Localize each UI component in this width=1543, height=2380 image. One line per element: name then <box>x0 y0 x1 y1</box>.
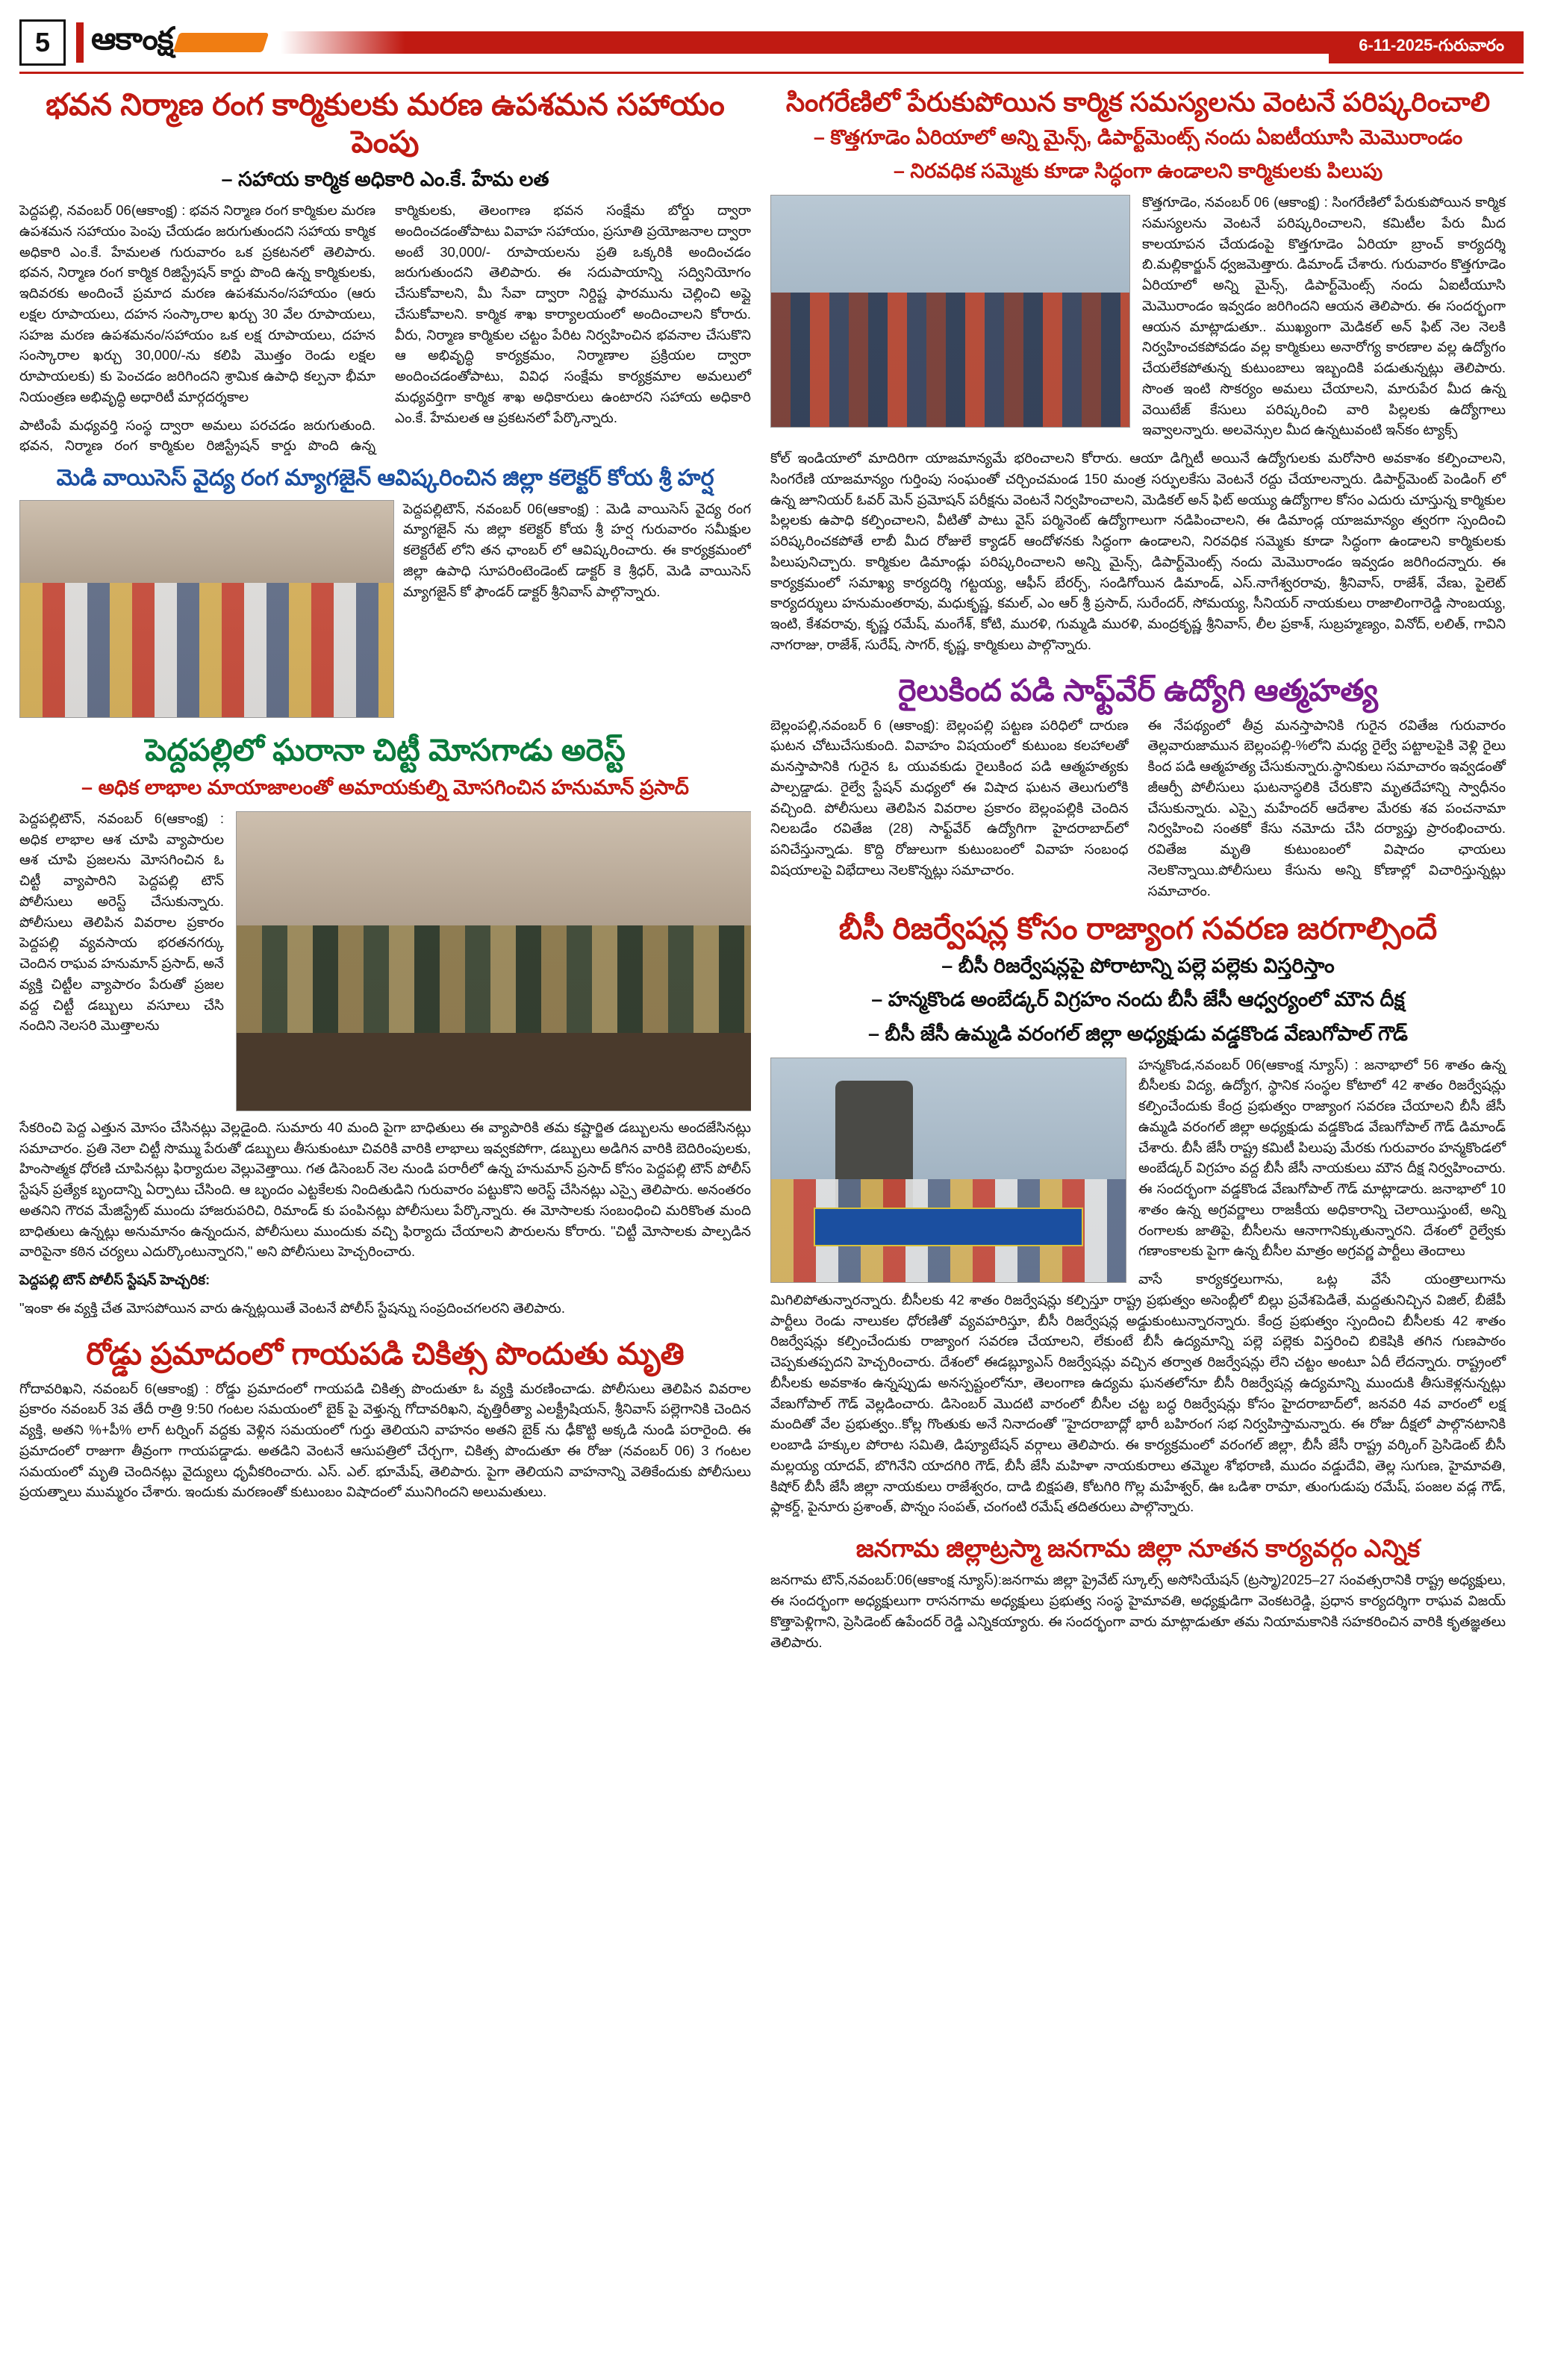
article-subhead: – బీసీ రిజర్వేషన్లపై పోరాటాన్ని పల్లె పల్లెకు విస్తరిస్తాం <box>941 955 1335 978</box>
article-headline: పెద్దపల్లిలో ఘరానా చిట్టీ మోసగాడు అరెస్ట్ <box>145 732 626 767</box>
article-singareni-labour-issues <box>770 86 1506 663</box>
article-headline: బీసీ రిజర్వేషన్ల కోసం రాజ్యాంగ సవరణ జరగాల్సిందే <box>838 911 1438 946</box>
article-subhead: – బీసీ జేసీ ఉమ్మడి వరంగల్ జిల్లా అధ్యక్షుడు వడ్డకొండ వేణుగోపాల్ గౌడ్ <box>868 1022 1408 1045</box>
article-paragraph: "ఇంకా ఈ వ్యక్తి చేత మోసపోయిన వారు ఉన్నట్లయితే వెంటనే పోలీస్ స్టేషన్ను సంప్రదించగలరని తెలిపారు. <box>19 1299 565 1316</box>
article-chit-fund-arrest <box>19 731 751 1326</box>
logo-bar-icon <box>76 22 84 63</box>
article-headline: భవన నిర్మాణ రంగ కార్మికులకు మరణ ఉపశమన సహాయం పెంపు <box>46 87 725 160</box>
article-photo <box>19 500 393 718</box>
edition-date: 6-11-2025-గురువారం <box>1329 31 1524 63</box>
article-headline: మెడి వాయిసెస్ వైద్య రంగ మ్యాగజైన్ ఆవిష్కరించిన జిల్లా కలెక్టర్ కోయ శ్రీ హర్ష <box>56 466 714 491</box>
article-headline: సింగరేణిలో పేరుకుపోయిన కార్మిక సమస్యలను వెంటనే పరిష్కరించాలి <box>785 87 1491 117</box>
logo-swoosh-icon <box>172 33 268 52</box>
article-paragraph: బెల్లంపల్లి,నవంబర్ 6 (ఆకాంక్ష): బెల్లంపల్లి పట్టణ పరిధిలో దారుణ ఘటన చోటుచేసుకుంది. వివాహం విషయంలో కుటుంబ కలహాలతో మనస్తాపానికి గురైన ఓ యువకుడు రైలుకింద పడి ఆత్మహత్యకు పాల్పడ్డాడు. రైల్వే స్టేషన్ మధ్యలో ఈ విషాద ఘటన తెలుగులోకి వచ్చింది. పోలీసులు తెలిపిన వివరాల ప్రకారం బెల్లంపల్లికి చెందిన నిలబడేం రవితేజ (28) సాఫ్ట్‌వేర్ ఉద్యోగిగా హైదరాబాద్‌లో పనిచేస్తున్నాడు. కొద్ది రోజులుగా కుటుంబంలో వివాహ సంబంధ విషయాలపై విభేదాలు నెలకొన్నట్లు సమాచారం. <box>770 716 1129 878</box>
article-paragraph: కొత్తగూడెం, నవంబర్ 06 (ఆకాంక్ష) : సింగరేణిలో పేరుకుపోయిన కార్మిక సమస్యలను వెంటనే పరిష్కరించాలని, కమిటీల పేరు మీద కాలయాపన చేయడంపై కొత్తగూడెం ఏరియా బ్రాంచ్ కార్యదర్శి బి.మల్లికార్జున్ ధ్వజమెత్తారు. డిమాండ్ చేశారు. గురువారం కొత్తగూడెం ఏరియాలో అన్ని మైన్స్, డిపార్ట్‌మెంట్స్ నందు ఏఐటీయూసి మెమొరాండం ఇవ్వడం జరిగిందని ఆయన తెలిపారు. ఈ సందర్భంగా ఆయన మాట్లాడుతూ.. ముఖ్యంగా మెడికల్ అన్ ఫిట్ నెల నెలకి నిర్వహించకపోవడం వల్ల కార్మికులు అనారోగ్య కారణాల వల్ల ఉద్యోగం చేయలేకపోతున్న కుటుంబాలు ఇబ్బందికి పడుతున్నట్లు తెలిపారు. సొంత ఇంటి సొకర్యం అమలు చేయాలని, మారుపేర మీద ఉన్న వెయిటేజ్ కేసులు పరిష్కరించి వారి పిల్లలకు ఉద్యోగాలు ఇవ్వాలన్నారు. అలవెన్సుల మీద ఉన్నటువంటి ఇన్‌కం ట్యాక్స్ <box>1142 194 1506 438</box>
article-paragraph: పెద్దపల్లిటౌన్, నవంబర్ 06(ఆకాంక్ష) : మెడి వాయిసెస్ వైద్య రంగ మ్యాగజైన్ ను జిల్లా కలెక్టర్ కోయ శ్రీ హర్ష గురువారం సమీక్షుల కలెక్టరేట్ లోని తన ఛాంబర్ లో ఆవిష్కరించారు. ఈ కార్యక్రమంలో జిల్లా ఉపాధి సూపరింటెండెంట్ డాక్టర్ కె శ్రీధర్, మెడి వాయిసెస్ మ్యాగజైన్ కో ఫౌండర్ డాక్టర్ శ్రీనివాస్ పాల్గొన్నారు. <box>403 500 751 599</box>
right-column <box>770 86 1506 1669</box>
article-paragraph: పాటింపే మధ్యవర్తి సంస్థ ద్వారా అమలు పరచడం జరుగుతుంది. భవన, నిర్మాణ రంగ కార్మికుల రిజిస్ట్రేషన్ కార్డు పొంది ఉన్న కార్మికులకు, తెలంగాణ భవన సంక్షేమ బోర్డు ద్వారా అందించడంతోపాటు వివాహ సహాయం, ప్రసూతి ప్రయోజనాల ద్వారా అంటే 30,000/- రూపాయలను ప్రతి ఒక్కరికి అందించడం జరుగుతుందని తెలిపారు. ఈ సదుపాయాన్ని సద్వినియోగం చేసుకోవాలని, మీ సేవా ద్వారా నిర్దిష్ట ఫారమును చెల్లించి అప్లై చేసుకోవాలని. కార్మిక శాఖ కార్యాలయంలో అందించాలని కోరారు. వీరు, నిర్మాణ కార్మికుల చట్టం పేరిట నిర్వహించిన భవనాల చేసుకొని ఆ అభివృద్ధి కార్యక్రమం, నిర్మాణాల ప్రక్రియల ద్వారా అందించడంతోపాటు, వివిధ సంక్షేమ కార్యక్రమాల అమలులో మధ్యవర్తిగా కార్మిక శాఖ అధికారులు ఉంటారని సహాయ అధికారి ఎం.కే. హేమలత ఆ ప్రకటనలో పేర్కొన్నారు. <box>19 202 751 454</box>
article-photo <box>770 1058 1125 1283</box>
paper-logo <box>76 21 266 65</box>
article-subhead: – నిరవధిక సమ్మెకు కూడా సిద్ధంగా ఉండాలని కార్మికులకు పిలుపు <box>893 160 1383 182</box>
article-subhead: – కొత్తగూడెం ఏరియాలో అన్ని మైన్స్, డిపార్ట్‌మెంట్స్ నందు ఏఐటీయూసి మెమొరాండం <box>813 125 1463 149</box>
article-subhead: – సహాయ కార్మిక అధికారి ఎం.కే. హేమ లత <box>221 168 549 191</box>
article-paragraph: వాసే కార్యకర్తలుగాను, ఒట్ల వేసే యంత్రాలుగాను మిగిలిపోతున్నారన్నారు. బీసీలకు 42 శాతం రిజర్వేషన్లు కల్పిస్తూ రాష్ట్ర ప్రభుత్వం అసెంబ్లీలో బిల్లు ప్రవేశపెడితే, మద్దతునిచ్చిన విజిల్, బీజేపీ పార్టీలు రెండు నాలుకల ధోరణితో వ్యవహరిస్తూ, బీసీ రిజర్వేషన్ల అడ్డుకుంటున్నారన్నారు. కేంద్ర ప్రభుత్వం స్పందించి బీసీలకు 42 శాతం రిజర్వేషన్లు కల్పించేందుకు రాజ్యాంగ సవరణ చేయాలని, లేకుంటే బీసీ ఉద్యమాన్ని పల్లె పల్లెకు విస్తరించి బికెషికి తగిన గుణపాఠం చెప్పకుతప్పదని హెచ్చరించారు. దేశంలో ఈడబ్ల్యూఎస్ రిజర్వేషన్లు వచ్చిన తర్వాత రిజర్వేషన్లు లేని చట్టం అంటూ ఏదీ లేదన్నారు. రాష్ట్రంలో బీసీలకు అవకాశం ఉన్నప్పుడు అనస్పష్టంలోనూ, తెలంగాణ ఉద్యమ ఘనతలోనూ బీసీ రిజర్వేషన్ల ఉద్యమాన్ని ముందుకి తీసుకెళ్లనున్నట్లు వేణుగోపాల్ గౌడ్ వెల్లడించారు. డిసెంబర్ మొదటి వారంలో బీసీల చట్ట బద్ధ రిజర్వేషన్లు కోసం హైదరాబాద్‌లో, జనవరి 4వ వారంలో లక్ష మందితో వేల ప్రభుత్వం..కోల్ల గొంతుకు అనే నినాదంతో "హైదరాబాద్లో భారీ బహిరంగ సభ నిర్వహిస్తామన్నారు. ఈ రోజు దీక్షలో పాల్గొనటానికి లంబాడి హక్కుల పోరాట సమితి, డిప్యూటేషన్ వర్గాలు తెలిపారు. ఈ కార్యక్రమంలో వరంగల్ జిల్లా, బీసీ జేసీ రాష్ట్ర వర్కింగ్ ప్రెసిడెంట్ బీసీ మల్లయ్య యాదవ్, బొగినేని యాదగిరి గౌడ్, బీసీ జేసీ మహిళా నాయకురాలు తమ్మెల శోభరాణి, ముదం వడ్డుదేవి, తెల్ల సుగుణ, హైమావతి, కిషోర్ బీసీ జేసీ జిల్లా నాయకులు రాజేశ్వరం, దాడి బిక్షపతి, కోటగిరి గొల్ల మహేశ్వర్, ఊ ఒడిశా రామా, తుంగుడుపు రమేష్, పంజల వడ్ల గౌడ్, ఫ్లాకర్డ్, పైనూరు ప్రశాంత్, పొన్నం సంపత్, చంగంటి రమేష్ తదితరులు పాల్గొన్నారు. <box>770 1271 1506 1515</box>
article-medivoices-magazine <box>19 465 751 722</box>
article-headline: రోడ్డు ప్రమాదంలో గాయపడి చికిత్స పొందుతు మృతి <box>86 1336 685 1371</box>
masthead <box>19 13 1524 74</box>
article-road-accident-death <box>19 1335 751 1511</box>
article-paragraph: జనగామ టౌన్,నవంబర్:06(ఆకాంక్ష న్యూస్):జనగామ జిల్లా ప్రైవేట్ స్కూల్స్ అసోసియేషన్ (ట్రస్మా)2025–27 సంవత్సరానికి రాష్ట్ర అధ్యక్షులు, ఈ సందర్భంగా అధ్యక్షులుగా రాసనగామ అధ్యక్షులు ప్రభుత్వ సంస్థ హైమావతి, అధ్యక్షుడిగా వెంకటరెడ్డి, ప్రధాన కార్యదర్శిగా రాఘవ విజయ్ కొత్తాపెళ్లిగాని, ప్రెసిడెంట్ ఉపేందర్ రెడ్డి ఎన్నికయ్యారు. ఈ సందర్భంగా వారు మాట్లాడుతూ తమ నియామకానికి సహకరించిన వారికి కృతజ్ఞతలు తెలిపారు. <box>770 1572 1506 1650</box>
page-number: 5 <box>19 19 66 66</box>
article-photo <box>770 195 1129 428</box>
article-paragraph: పెద్దపల్లి, నవంబర్ 06(ఆకాంక్ష) : భవన నిర్మాణ రంగ కార్మికుల మరణ ఉపశమన సహాయం పెంపు చేయడం జరుగుతుందని సహాయ కార్మిక అధికారి ఎం.కే. హేమలత గురువారం ఒక ప్రకటనలో తెలిపారు. భవన, నిర్మాణ రంగ కార్మిక రిజిస్ట్రేషన్ కార్డు పొంది ఉన్న కార్మికులకు, ఇదివరకు అందించే ప్రమాద మరణ ఉపశమనం/సహాయం (ఆరు లక్షల రూపాయలు, దహన సంస్కారాల ఖర్చు 30 వేల రూపాయలు, సహజ మరణ ఉపశమనం/సహాయం ఒక లక్ష రూపాయలు, దహన సంస్కారాల ఖర్చు 30,000/-ను కలిపి మొత్తం రెండు లక్షల రూపాయలకు) కు పెంచడం జరిగిందని శ్రామిక ఉపాధి కల్పనా భీమా నియంత్రణ అభివృద్ధి అధారిటీ మార్గదర్శకాల <box>19 202 375 405</box>
article-paragraph: ఈ నేపథ్యంలో తీవ్ర మనస్తాపానికి గురైన రవితేజ గురువారం తెల్లవారుజామున బెల్లంపల్లి-%లోని మధ్య రైల్వే పట్టాలపైకి వెళ్లి రైలు కింద పడి ఆత్మహత్య చేసుకున్నారు.స్థానికులు సమాచారం ఇవ్వడంతో జీఆర్పీ పోలీసులు ఘటనాస్థలికి చేరుకొని మృతదేహాన్ని స్వాధీనం చేసుకున్నారు. ఎస్సై మహేందర్ ఆదేశాల మేరకు శవ పంచనామా నిర్వహించి సంతకో కేసు నమోదు చేసి దర్యాప్తు ప్రారంభించారు. రవితేజ మృతి కుటుంబంలో విషాదం ఛాయలు నెలకొన్నాయి.పోలీసులు కేసును అన్ని కోణాల్లో విచారిస్తున్నట్లు సమాచారం. <box>1147 716 1506 899</box>
article-paragraph: పెద్దపల్లిటౌన్, నవంబర్ 6(ఆకాంక్ష) : అధిక లాభాల ఆశ చూపి వ్యాపారుల ఆశ చూపి ప్రజలను మోసగించిన ఓ చిట్టీ వ్యాపారిని పెద్దపల్లి టౌన్ పోలీసులు అరెస్ట్ చేసుకున్నారు. పోలీసులు తెలిపిన వివరాల ప్రకారం పెద్దపల్లి వ్యవసాయ భరతనగర్కు చెందిన రాఘవ హనుమాన్ ప్రసాద్, అనే వ్యక్తి చిట్టీల వ్యాపారం పేరుతో ప్రజల వద్ద చిట్టీ డబ్బులు వసూలు చేసి నందిని నెలసరి మొత్తాలను <box>19 810 224 1034</box>
article-headline: జనగామ జిల్లాట్రస్మా జనగామ జిల్లా నూతన కార్యవర్గం ఎన్నిక <box>855 1534 1421 1563</box>
page-content <box>19 86 1524 1669</box>
article-bc-reservations <box>770 910 1506 1525</box>
article-building-workers <box>19 86 751 456</box>
photo-bc-jac-protest <box>770 1058 1126 1283</box>
article-paragraph: గోదావరిఖని, నవంబర్ 6(ఆకాంక్ష) : రోడ్డు ప్రమాదంలో గాయపడి చికిత్స పొందుతూ ఓ వ్యక్తి మరణించాడు. పోలీసులు తెలిపిన వివరాల ప్రకారం నవంబర్ 3వ తేదీ రాత్రి 9:50 గంటల సమయంలో బైక్ పై వెళ్తున్న గోదావరిఖని, వృత్తిరీత్యా ఎలక్ట్రీషియన్, శ్రీనివాస్ పల్లెగానికి చెందిన వ్యక్తి, అతని %+పీ% లాగ్ టర్నింగ్ వద్దకు వెళ్లిన సమయంలో గుర్తు తెలియని వాహనం అతని బైక్ ను ఢీకొట్టి అక్కడి నుండి పరారైంది. ఈ ప్రమాదంలో రాజుగా తీవ్రంగా గాయపడ్డాడు. అతడిని వెంటనే ఆసుపత్రిలో చేర్చగా, చికిత్స పొందుతూ ఈ రోజు (నవంబర్ 06) 3 గంటల సమయంలో మృతి చెందినట్లు వైద్యులు ధృవీకరించారు. ఎస్. ఎల్. భూమేష్, తెలిపారు. పైగా తెలియని వాహనాన్ని వెతికేందుకు పోలీసులు ప్రయత్నాలు ముమ్మరం చేశారు. ఇందుకు మరణంతో కుటుంబం విషాదంలో మునిగిందని అలుమతులు. <box>19 1380 751 1500</box>
article-headline: రైలుకింద పడి సాఫ్ట్‌వేర్ ఉద్యోగి ఆత్మహత్య <box>898 672 1378 708</box>
article-paragraph: హన్మకొండ,నవంబర్ 06(ఆకాంక్ష న్యూస్) : జనాభాలో 56 శాతం ఉన్న బీసీలకు విద్య, ఉద్యోగ, స్థానిక సంస్థల కోటాలో 42 శాతం రిజర్వేషన్లు కల్పించేందుకు కేంద్ర ప్రభుత్వం రాజ్యాంగ సవరణ చేయాలని బీసీ జేసీ ఉమ్మడి వరంగల్ జిల్లా అధ్యక్షుడు వడ్డకొండ వేణుగోపాల్ గౌడ్ డిమాండ్ చేశారు. బీసీ జేసీ రాష్ట్ర కమిటీ పిలుపు మేరకు గురువారం హన్మకొండలో అంబేడ్కర్ విగ్రహం వద్ద బీసీ జేసీ నాయకులు మౌన దీక్ష నిర్వహించారు. ఈ సందర్భంగా వడ్డకొండ వేణుగోపాల్ గౌడ్ మాట్లాడారు. జనాభాలో 10 శాతం ఉన్న అగ్రవర్ణాలు రాజకీయ అధికారాన్ని చెలాయిస్తుంటే, అన్ని రంగాలకు జాతిపై, బీసీలను ఆనాగానిక్కుతున్నారని. దేశంలో రైల్వేకు గణాంకాలకు పైగా ఉన్న బీసీల మాత్రం అగ్రవర్ణ పార్టీలు తెందాలు <box>1138 1056 1506 1259</box>
article-subhead: – అధిక లాభాల మాయాజాలంతో అమాయకుల్ని మోసగించిన హనుమాన్ ప్రసాద్ <box>81 775 689 799</box>
article-photo <box>236 811 751 1111</box>
photo-police-arrest <box>236 811 751 1111</box>
article-trusma-jangaon <box>770 1534 1506 1660</box>
article-software-engineer-suicide <box>770 672 1506 902</box>
left-column <box>19 86 751 1669</box>
photo-collector-release <box>19 500 394 718</box>
article-paragraph: కోల్ ఇండియాలో మాదిరిగా యాజమాన్యమే భరించాలని కోరారు. ఆయా డిగ్నిటీ అయినే ఉద్యోగులకు మరోసారి అవకాశం కల్పించాలని, సింగరేణి యాజమాన్యం గుర్తింపు సంఘంతో చర్చించమండ 150 మంత్ర సర్ఫులకేసు వెంటనే రద్దు చేయాలన్నారు. డిపార్ట్‌మెంట్ పెండింగ్ లో ఉన్న జూనియర్ ఓవర్ మెన్ ప్రమోషన్ పరీక్షను వెంటనే నిర్వహించాలని, మెడికల్ అన్ ఫిట్ అయ్యు ఉద్యోగాల కోసం ఎదురు చూస్తున్న కార్మికుల పిల్లలకు ఉపాధి కల్పించాలని, వీటితో పాటు వైస్ పర్మినెంట్ ఉద్యోగాలుగా నడిపించాలని, ఈ డిమాండ్ల యాజమాన్యం త్వరగా స్పందించి పరిష్కరించకపోతే లాబీ మీద రోజులే క్యాడర్ ఆందోళనకు సిద్ధంగా ఉండాలని, నిరవధిక సమ్మెకు కూడా సిద్ధంగా ఉండాలని కార్మికులకు పిలుపునిచ్చారు. కార్మికుల డిమాండ్లు పరిష్కరించాలని అన్ని మైన్స్, డిపార్ట్‌మెంట్స్ నందు మెమొరాండం ఇవ్వడం జరిగిందన్నారు. ఈ కార్యక్రమంలో సమాఖ్య కార్యదర్శి గట్టయ్య, ఆఫీస్ బేరర్స్, సండిగోయిన డిమాండ్, ఎస్.నాగేశ్వరరావు, శ్రీనివాస్, రాజేశ్, వేణు, పైలెట్ కార్యదర్శులు హనుమంతరావు, మధుకృష్ణ, కమల్, ఎం ఆర్ శ్రీ ప్రసాద్, సురేందర్, సోమయ్య, సీనియర్ నాయకులు రాజాలింగారెడ్డి సాంబయ్య, ఇంటి, కేశవరావు, కృష్ణ రమేష్, మంగేశ్, కోటి, మురళి, గుమ్మడి మురళి, మంద్రకృష్ణ శ్రీనివాస్, లీల ప్రకాశ్, సుబ్రహ్మణ్యం, వినోద్, లలిత్, గావిని నాగరాజు, రాజేశ్, సురేష్, సాగర్, కృష్ణ, కార్మికులు పాల్గొన్నారు. <box>770 450 1506 652</box>
article-subparagraph-title: పెద్దపల్లి టౌన్ పోలీస్ స్టేషన్ హెచ్చరిక: <box>19 1272 211 1288</box>
article-subhead: – హన్మకొండ అంబేడ్కర్ విగ్రహం నందు బీసీ జేసీ ఆధ్వర్యంలో మౌన దీక్ష <box>871 988 1405 1011</box>
article-paragraph: సేకరించి పెద్ద ఎత్తున మోసం చేసినట్లు వెల్లడైంది. సుమారు 40 మంది పైగా బాధితులు ఈ వ్యాపారికి తమ కష్టార్జిత డబ్బులను అందజేసినట్లు సమాచారం. ప్రతి నెలా చిట్టీ సొమ్ము పేరుతో డబ్బులు తీసుకుంటూ చివరికి వారికి లాభాలు ఇవ్వకపోగా, డబ్బులు అడిగిన వారికి బెదిరింపులకు, హింసాత్మక ధోరణి చూపినట్లు ఫిర్యాదుల వెల్లువెత్తాయి. గత డిసెంబర్ నెల నుండి పరారీలో ఉన్న హనుమాన్ ప్రసాద్ కోసం పెద్దపల్లి టౌన్ పోలీస్ స్టేషన్ ప్రత్యేక బృందాన్ని ఏర్పాటు చేసింది. ఆ బృందం ఎట్టకేలకు నిందితుడిని గురువారం పట్టుకొని అరెస్ట్ చేసినట్లు ఎస్సై తెలిపారు. అనంతరం అతనిని గౌరవ మేజిస్ట్రేట్ ముందు హాజరుపరిచి, రిమాండ్ కు పంపినట్లు పోలీసులు పేర్కొన్నారు. ఈ మోసాలకు సంబంధించి మరికొంత మంది బాధితులు ఉన్నట్లు అనుమానం ఉన్నందున, పోలీసులు ముందుకు వచ్చి ఫిర్యాదు చేయాలని పౌరులను కోరారు. "చిట్టీ మోసాలకు పాల్పడిన వారిపైనా కఠిన చర్యలు ఎదుర్కొంటున్నారని," అని పోలీసులు హెచ్చరించారు. <box>19 1119 751 1260</box>
photo-aituc-memorandum <box>770 195 1130 428</box>
paper-name: ఆకాంక్ష <box>91 20 173 56</box>
